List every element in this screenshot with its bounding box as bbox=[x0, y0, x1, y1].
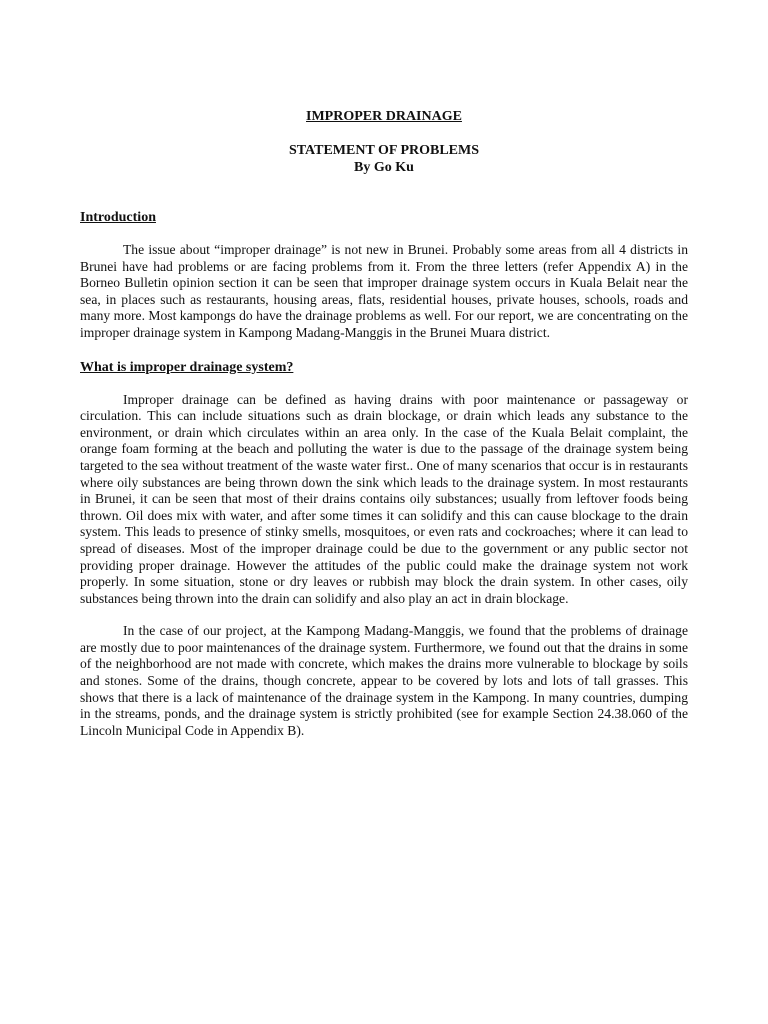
document-subtitle: STATEMENT OF PROBLEMS bbox=[288, 143, 480, 158]
introduction-heading: Introduction bbox=[80, 210, 156, 225]
what-is-paragraph-2: In the case of our project, at the Kampong Madang-Manggis, we found that the problems of drainage are mostly due to poor maintenances of the drainage system. Furthermore, we found out that the drains in some of the neighborhood are not made with concrete, which makes the drains more vulnerable to blockage by soils and stones. Some of the drains, though concrete, appear to be covered by lots and lots of tall grasses. This shows that there is a lack of maintenance of the drainage system in the Kampong. In many countries, dumping in the streams, ponds, and the drainage system is strictly prohibited (see for example Section 24.38.060 of the Lincoln Municipal Code in Appendix B). bbox=[80, 623, 688, 738]
document-title: IMPROPER DRAINAGE bbox=[306, 109, 462, 124]
document-byline: By Go Ku bbox=[354, 160, 414, 175]
what-is-paragraph-1: Improper drainage can be defined as having drains with poor maintenance or passageway or circulation. This can include situations such as drain blockage, or drain which leads any substance to the environment, or drain which circulates within an area only. In the case of the Kuala Belait complaint, the orange foam forming at the beach and polluting the water is due to the passage of the drainage system being targeted to the sea without treatment of the waste water first.. One of many scenarios that occur is in restaurants where oily substances are being thrown down the sink which leads to the drainage system. In most restaurants in Brunei, it can be seen that most of their drains contains oily substances; usually from leftover foods being thrown. Oil does mix with water, and after some times it can solidify and this can cause blockage to the drain system. This leads to presence of stinky smells, mosquitoes, or even rats and cockroaches; where it can lead to spread of diseases. Most of the improper drainage could be due to the government or any public sector not providing proper drainage. However the attitudes of the public could make the drainage system not work properly. In some situation, stone or dry leaves or rubbish may block the drain system. In other cases, oily substances being thrown into the drain can solidify and also play an act in drain blockage. bbox=[80, 391, 688, 606]
document-body bbox=[80, 108, 688, 739]
introduction-paragraph: The issue about “improper drainage” is not new in Brunei. Probably some areas from all 4 districts in Brunei have had problems or are facing problems from it. From the three letters (refer Appendix A) in the Borneo Bulletin opinion section it can be seen that improper drainage system occurs in Kuala Belait near the sea, in places such as restaurants, housing areas, flats, residential houses, private houses, schools, roads and many more. Most kampongs do have the drainage problems as well. For our report, we are concentrating on the improper drainage system in Kampong Madang-Manggis in the Brunei Muara district. bbox=[80, 242, 688, 340]
what-is-heading: What is improper drainage system? bbox=[80, 359, 294, 375]
